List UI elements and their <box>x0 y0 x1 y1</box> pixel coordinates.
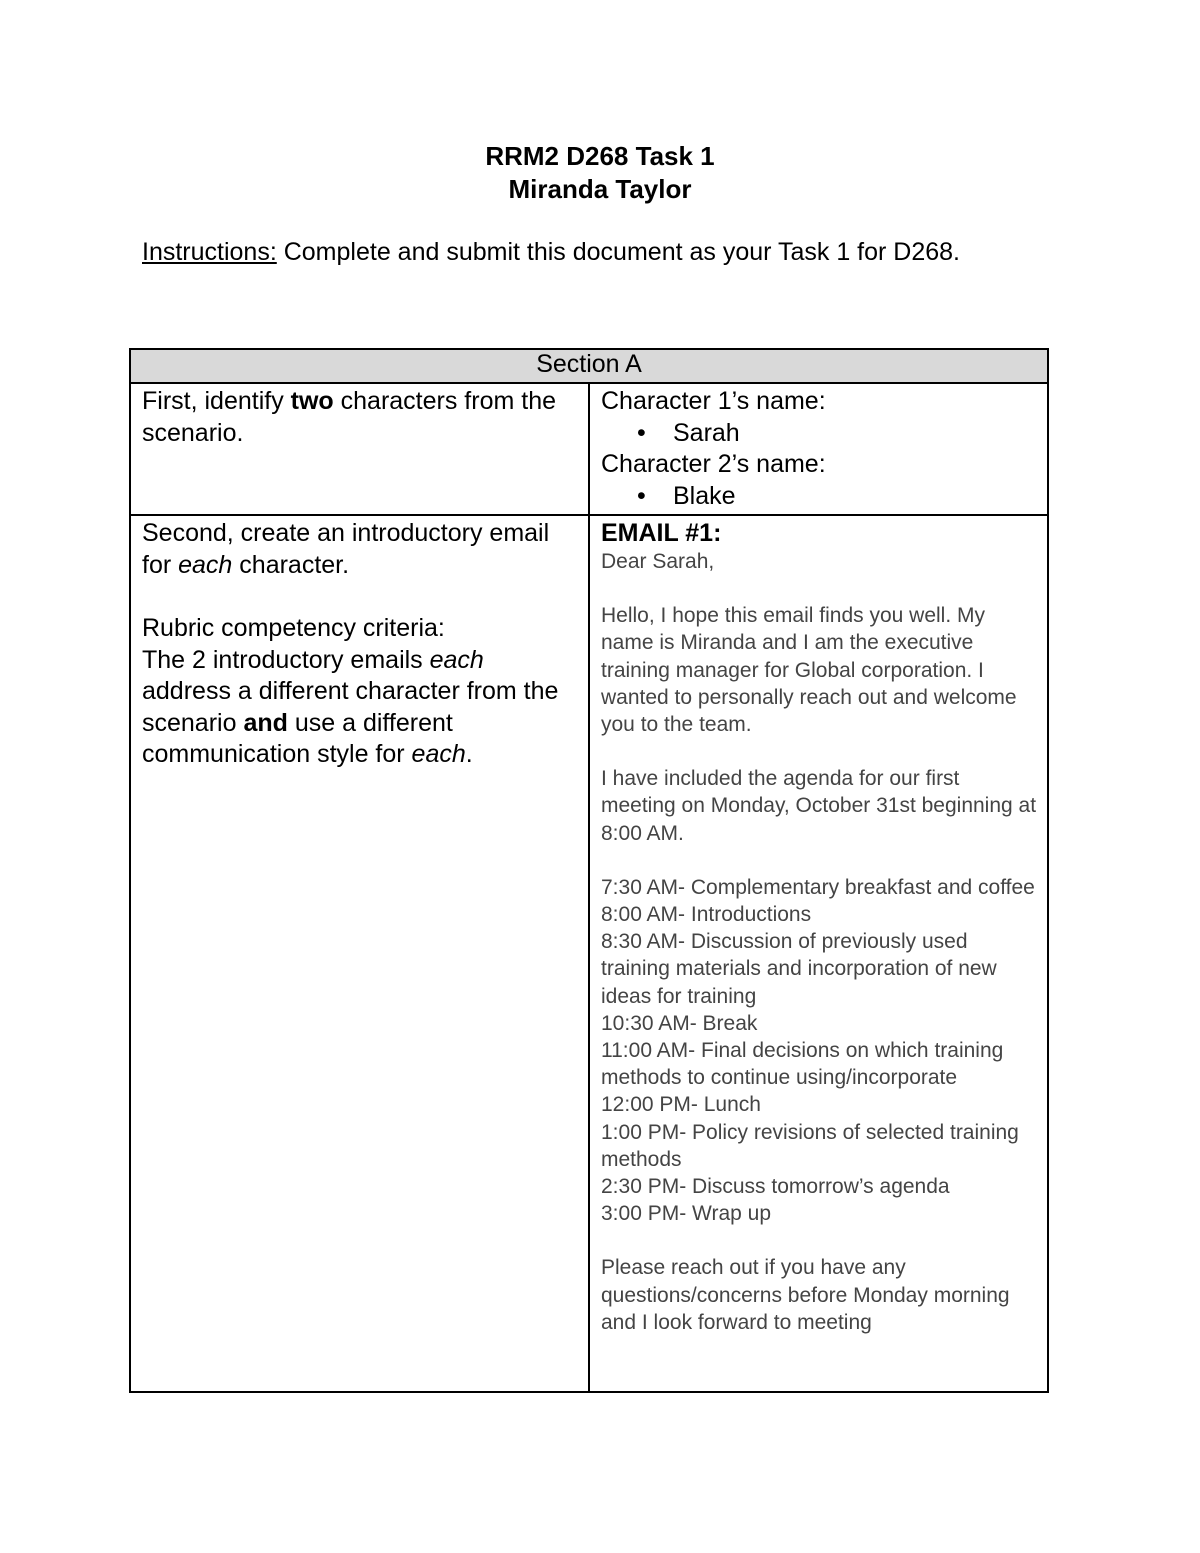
rubric-emphasis-1: each <box>429 645 484 674</box>
agenda-item: 12:00 PM- Lunch <box>601 1093 761 1117</box>
table-row <box>130 383 1048 515</box>
character-2-list <box>601 481 1037 513</box>
section-heading: Section A <box>130 349 1048 383</box>
document-header <box>0 140 1200 206</box>
rubric-text-1: The 2 introductory emails <box>142 645 430 674</box>
agenda-item: 8:30 AM- Discussion of previously used training materials and incorporation of new ideas for training <box>601 930 997 1008</box>
rubric-criteria <box>142 645 578 771</box>
section-a-table <box>129 348 1049 1393</box>
prompt-emphasis: two <box>290 387 334 415</box>
email-answer-cell <box>589 515 1048 1392</box>
characters-answer-cell <box>589 383 1048 515</box>
rubric-emphasis-2: each <box>411 740 466 768</box>
email-prompt-cell <box>130 515 589 1392</box>
character-1-name: Sarah <box>673 418 740 447</box>
agenda-item: 1:00 PM- Policy revisions of selected training methods <box>601 1120 1019 1171</box>
character-2-name: Blake <box>673 481 736 510</box>
email-heading: EMAIL #1: <box>601 519 722 547</box>
document-author: Miranda Taylor <box>508 174 692 204</box>
agenda-item: 10:30 AM- Break <box>601 1011 758 1035</box>
email-instruction <box>142 518 578 581</box>
agenda-item: 8:00 AM- Introductions <box>601 903 812 927</box>
agenda-item: 3:00 PM- Wrap up <box>601 1202 772 1226</box>
email-body <box>601 548 1037 1336</box>
character-1-list <box>601 418 1037 450</box>
rubric-text-2: address a different character from the scenario <box>142 677 559 737</box>
email-instruction-end: character. <box>232 550 350 579</box>
document-title: RRM2 D268 Task 1 <box>485 141 715 171</box>
email-instruction-text: Second, create an introductory email for <box>142 519 550 579</box>
rubric-text-3: use a different communication style for <box>142 708 453 768</box>
prompt-text-start: First, identify <box>142 387 291 415</box>
table-row <box>130 515 1048 1392</box>
rubric-label: Rubric competency criteria: <box>142 614 445 642</box>
agenda-item: 7:30 AM- Complementary breakfast and coffee <box>601 875 1035 899</box>
character-2-label: Character 2’s name: <box>601 450 826 478</box>
rubric-bold: and <box>243 708 288 737</box>
email-instruction-emphasis: each <box>178 550 233 579</box>
email-paragraph-2: I have included the agenda for our first meeting on Monday, October 31st beginning at 8:00 AM. <box>601 767 1037 845</box>
rubric-text-4: . <box>465 740 473 768</box>
bullet-icon: • <box>637 418 646 447</box>
bullet-icon: • <box>637 481 646 510</box>
instructions-label: Instructions: <box>142 238 277 266</box>
instructions-paragraph <box>142 236 1022 269</box>
email-paragraph-1: Hello, I hope this email finds you well. My name is Miranda and I am the executive training manager for Global corporation. I wanted to personally reach out and welcome you to the team. <box>601 604 1017 737</box>
character-1-label: Character 1’s name: <box>601 387 826 415</box>
agenda-item: 2:30 PM- Discuss tomorrow’s agenda <box>601 1175 950 1199</box>
list-item <box>637 418 1037 450</box>
characters-prompt-cell <box>130 383 589 515</box>
agenda-item: 11:00 AM- Final decisions on which training methods to continue using/incorporate <box>601 1039 1004 1090</box>
instructions-text: Complete and submit this document as your Task 1 for D268. <box>276 238 960 266</box>
email-greeting: Dear Sarah, <box>601 550 715 573</box>
list-item <box>637 481 1037 513</box>
prompt-text-end: characters from the scenario. <box>142 387 557 447</box>
email-closing: Please reach out if you have any questions/concerns before Monday morning and I look forward to meeting <box>601 1256 1010 1334</box>
agenda-list <box>601 874 1037 1228</box>
